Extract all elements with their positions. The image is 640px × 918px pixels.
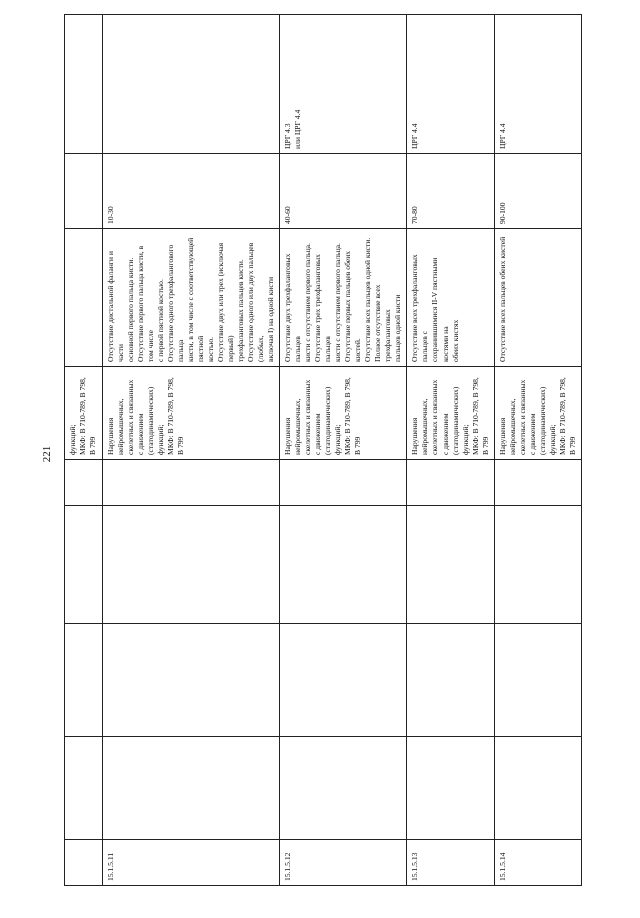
empty-cell (280, 460, 407, 506)
empty-cell (65, 506, 103, 624)
code-cell (280, 840, 407, 886)
degree-cell (494, 15, 581, 154)
percent-text: 10-30 (106, 206, 115, 224)
degree-cell (103, 15, 280, 154)
empty-cell (65, 737, 103, 840)
percent-cell (280, 154, 407, 229)
percent-text: 90-100 (497, 202, 507, 224)
empty-cell (407, 506, 494, 624)
degree-cell (65, 15, 103, 154)
empty-cell (103, 737, 280, 840)
description-cell (65, 229, 103, 367)
code-cell (407, 840, 494, 886)
code-text: 15.1.5.13 (410, 852, 420, 881)
description-text: Отсутствие всех трехфаланговых пальцев с сохранившимися II-V пястными костями на обеих кистях (410, 254, 460, 362)
impairment-cell (280, 367, 407, 460)
table-row (407, 15, 494, 886)
description-cell (103, 229, 280, 367)
percent-cell (494, 154, 581, 229)
description-cell (280, 229, 407, 367)
empty-cell (494, 506, 581, 624)
description-text: Отсутствие двух трехфаланговых пальцев кисти с отсутствием первого пальца. Отсутствие трех трехфаланговых пальцев кисти с отсутствием первого пальца. Отсутствие первых пальцев обеих кистей. Отсутствие всех пальцев одной кисти. Полное отсутствие всех трехфаланговых пальцев одной кисти (283, 237, 403, 362)
degree-cell (407, 15, 494, 154)
degree-text: ЦРГ 4.4 (497, 123, 507, 149)
code-cell (103, 840, 280, 886)
code-text: 15.1.5.12 (283, 852, 293, 881)
impairment-text: Нарушения нейромышечных, скелетных и связанных с движением (статодинамических) функций; МКФ: В 710-789, В 798, В 799 (283, 377, 363, 455)
page-number: 221 (41, 445, 53, 463)
empty-cell (407, 624, 494, 737)
percent-text: 40-60 (283, 206, 293, 224)
code-cell (65, 840, 103, 886)
empty-cell (280, 737, 407, 840)
code-text: 15.1.5.14 (497, 852, 507, 881)
empty-cell (103, 624, 280, 737)
percent-cell (65, 154, 103, 229)
empty-cell (280, 624, 407, 737)
empty-cell (494, 624, 581, 737)
table-row (280, 15, 407, 886)
table-row (103, 15, 280, 886)
empty-cell (494, 460, 581, 506)
impairment-text: Нарушения нейромышечных, скелетных и связанных с движением (статодинамических) функций; МКФ: В 710-789, В 798, В 799 (497, 377, 577, 455)
empty-cell (280, 506, 407, 624)
empty-cell (407, 460, 494, 506)
impairment-text: Нарушения нейромышечных, скелетных и связанных с движением (статодинамических) функций; МКФ: В 710-789, В 798, В 799 (410, 377, 490, 455)
impairment-cell (407, 367, 494, 460)
description-cell (494, 229, 581, 367)
table-row (494, 15, 581, 886)
impairment-cell (103, 367, 280, 460)
degree-text: ЦРГ 4.4 (410, 123, 420, 149)
impairment-text: функций; МКФ: В 710-789, В 798, В 799 (68, 377, 98, 455)
empty-cell (103, 460, 280, 506)
degree-text: ЦРГ 4.3 или ЦРГ 4.4 (283, 109, 303, 149)
empty-cell (407, 737, 494, 840)
description-text: Отсутствие всех пальцев обеих кистей (497, 236, 507, 362)
rotated-table-wrapper (64, 15, 577, 886)
impairment-cell (494, 367, 581, 460)
impairment-text: Нарушения нейромышечных, скелетных и связанных с движением (статодинамических) функций; МКФ: В 710-789, В 798, В 799 (106, 377, 186, 455)
code-cell (494, 840, 581, 886)
description-cell (407, 229, 494, 367)
impairment-cell (65, 367, 103, 460)
empty-cell (103, 506, 280, 624)
code-text: 15.1.5.11 (106, 852, 115, 881)
empty-cell (494, 737, 581, 840)
percent-cell (103, 154, 280, 229)
empty-cell (65, 460, 103, 506)
percent-cell (407, 154, 494, 229)
classification-table (64, 14, 582, 886)
table-row (65, 15, 103, 886)
degree-cell (280, 15, 407, 154)
description-text: Отсутствие дистальной фаланги и части основной первого пальца кисти. Отсутствие первого пальца кисти, в том числе с первой пястной костью. Отсутствие одного трехфалангового пальца кисти, в том числе с соответствующей пястной костью. Отсутствие двух или трех (исключая первый) трехфаланговых пальцев кисти. Отсутствие одного или двух пальцев (любых, включая I) на одной кисти (106, 237, 276, 362)
empty-cell (65, 624, 103, 737)
percent-text: 70-80 (410, 206, 420, 224)
